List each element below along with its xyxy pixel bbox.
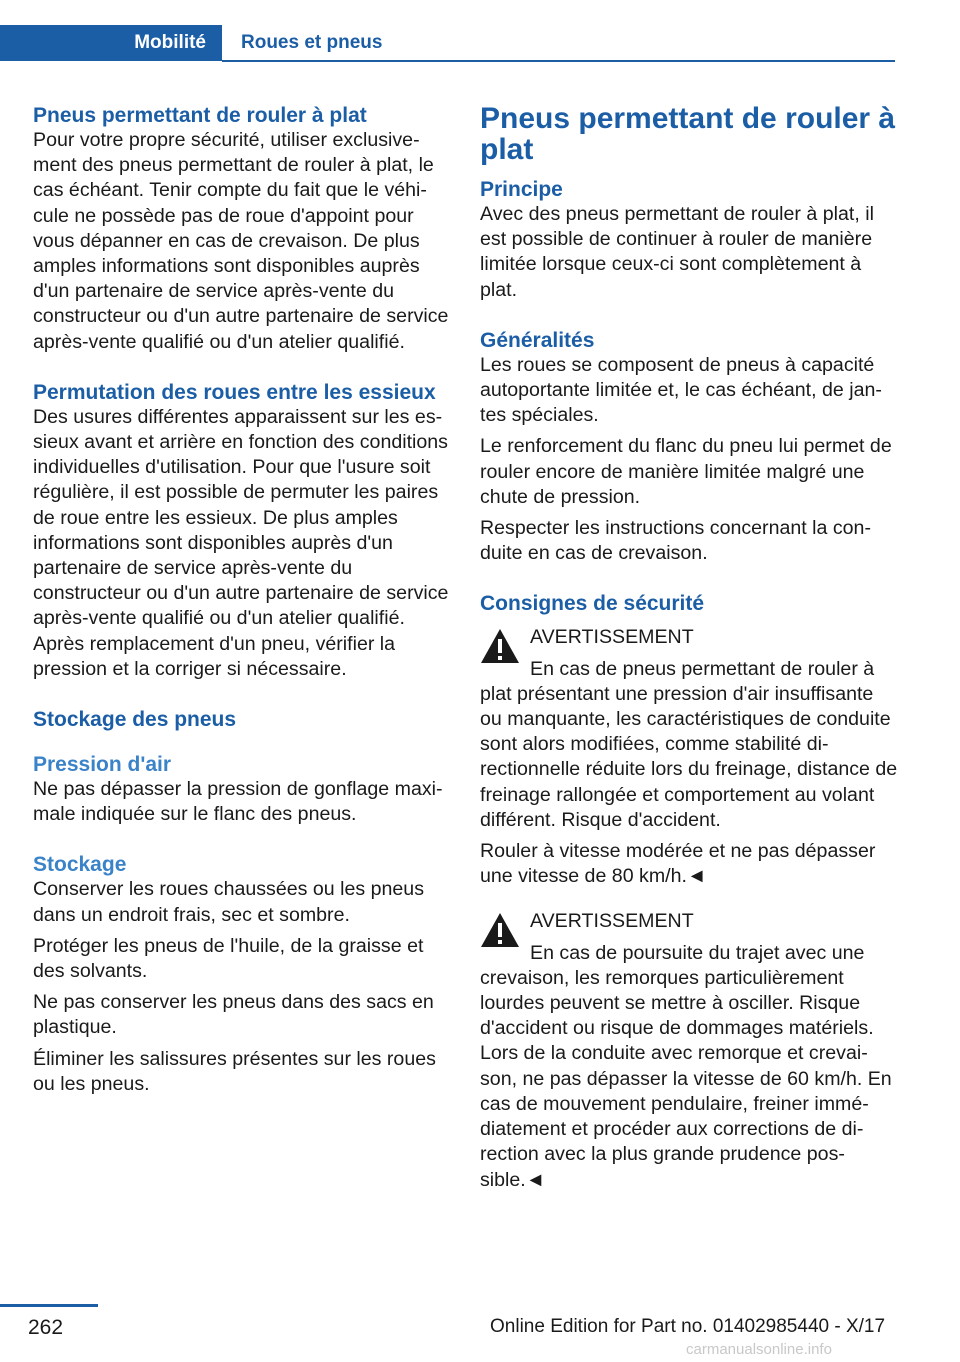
watermark: carmanualsonline.info [686,1341,832,1358]
warning-label: AVERTISSEMENT [530,626,694,649]
paragraph: Pour votre propre sécurité, utiliser exclusivement des pneus permettant de rouler à plat, le cas échéant. Tenir compte du fait que le véhicule ne possède pas de roue d'appoint pour vous dépanner en cas de crevaison. De plus amples informations sont disponibles auprès d'un partenaire de service après-vente du constructeur ou d'un autre partenaire de service après-vente qualifié ou d'un atelier qualifié. [33,129,449,353]
right-column [480,103,898,1199]
subsection-title-storage: Stockage [33,853,127,877]
warning-text: En cas de pneus permettant de rouler à plat présentant une pression d'air insuffisante ou manquante, les caractéristiques de conduite sont alors modifiées, comme stabilité directionnelle réduite lors du freinage, distance de freinage rallongée et comportement au volant différent. Risque d'accident. [480,657,898,831]
header-rule [222,60,895,62]
warning-triangle-icon [480,628,520,664]
footer-rule [0,1304,98,1307]
warning-text: En cas de poursuite du trajet avec une crevaison, les remorques particulièrement lourdes peuvent se mettre à osciller. Risque d'accident ou risque de dommages matériels. Lors de la conduite avec remorque et crevaison, ne pas dépasser la vitesse de 60 km/h. En cas de mouvement pendulaire, freiner immédiatement et procéder aux corrections de direction avec la plus grande prudence possible.◄ [480,941,892,1191]
warning-block [480,909,898,1192]
warning-block [480,625,898,889]
section-title-consignes: Consignes de sécurité [480,592,705,616]
paragraph: Ne pas conserver les pneus dans des sacs en plastique. [33,991,434,1039]
paragraph: Conserver les roues chaussées ou les pneus dans un endroit frais, sec et sombre. [33,878,425,926]
paragraph: Respecter les instructions concernant la conduite en cas de crevaison. [480,517,871,565]
page-number: 262 [28,1316,64,1339]
paragraph: Protéger les pneus de l'huile, de la graisse et des solvants. [33,934,424,983]
edition-note: Online Edition for Part no. 01402985440 - X/17 [490,1316,886,1337]
section-title-generalites: Généralités [480,328,595,352]
paragraph: Le renforcement du flanc du pneu lui permet de rouler encore de manière limitée malgré une chute de pression. [480,435,892,508]
paragraph: Ne pas dépasser la pression de gonflage maximale indiquée sur le flanc des pneus. [33,778,443,826]
section-title-principe: Principe [480,178,563,201]
section-title-rotation: Permutation des roues entre les essieux [33,380,436,404]
subsection-title-air-pressure: Pression d'air [33,753,172,777]
chapter-header [0,25,895,61]
section-title-storage: Stockage des pneus [33,708,237,732]
warning-text: Rouler à vitesse modérée et ne pas dépasser une vitesse de 80 km/h.◄ [480,840,876,888]
page-title: Pneus permettant de rouler à plat [480,102,896,166]
paragraph: Les roues se composent de pneus à capacité autoportante limitée et, le cas échéant, de jantes spéciales. [480,353,882,427]
section-title-flat-tires: Pneus permettant de rouler à plat [33,104,367,127]
paragraph: Avec des pneus permettant de rouler à plat, il est possible de continuer à rouler de manière limitée lorsque ceux-ci sont complètement à plat. [480,203,874,301]
warning-triangle-icon [480,912,520,948]
paragraph: Éliminer les salissures présentes sur les roues ou les pneus. [33,1047,436,1095]
warning-label: AVERTISSEMENT [530,910,694,933]
tab-mobilite: Mobilité [0,25,222,61]
tab-roues-et-pneus: Roues et pneus [241,32,383,53]
paragraph: Des usures différentes apparaissent sur les essieux avant et arrière en fonction des conditions individuelles d'utilisation. Pour que l'usure soit régulière, il est possible de permuter les paires de roue entre les essieux. De plus amples informations sont disponibles auprès d'un partenaire de service après-vente du constructeur ou d'un autre partenaire de service après-vente qualifié ou d'un atelier qualifié. Après remplacement d'un pneu, vérifier la pression et la corriger si nécessaire. [33,405,449,680]
left-column [33,103,453,1103]
